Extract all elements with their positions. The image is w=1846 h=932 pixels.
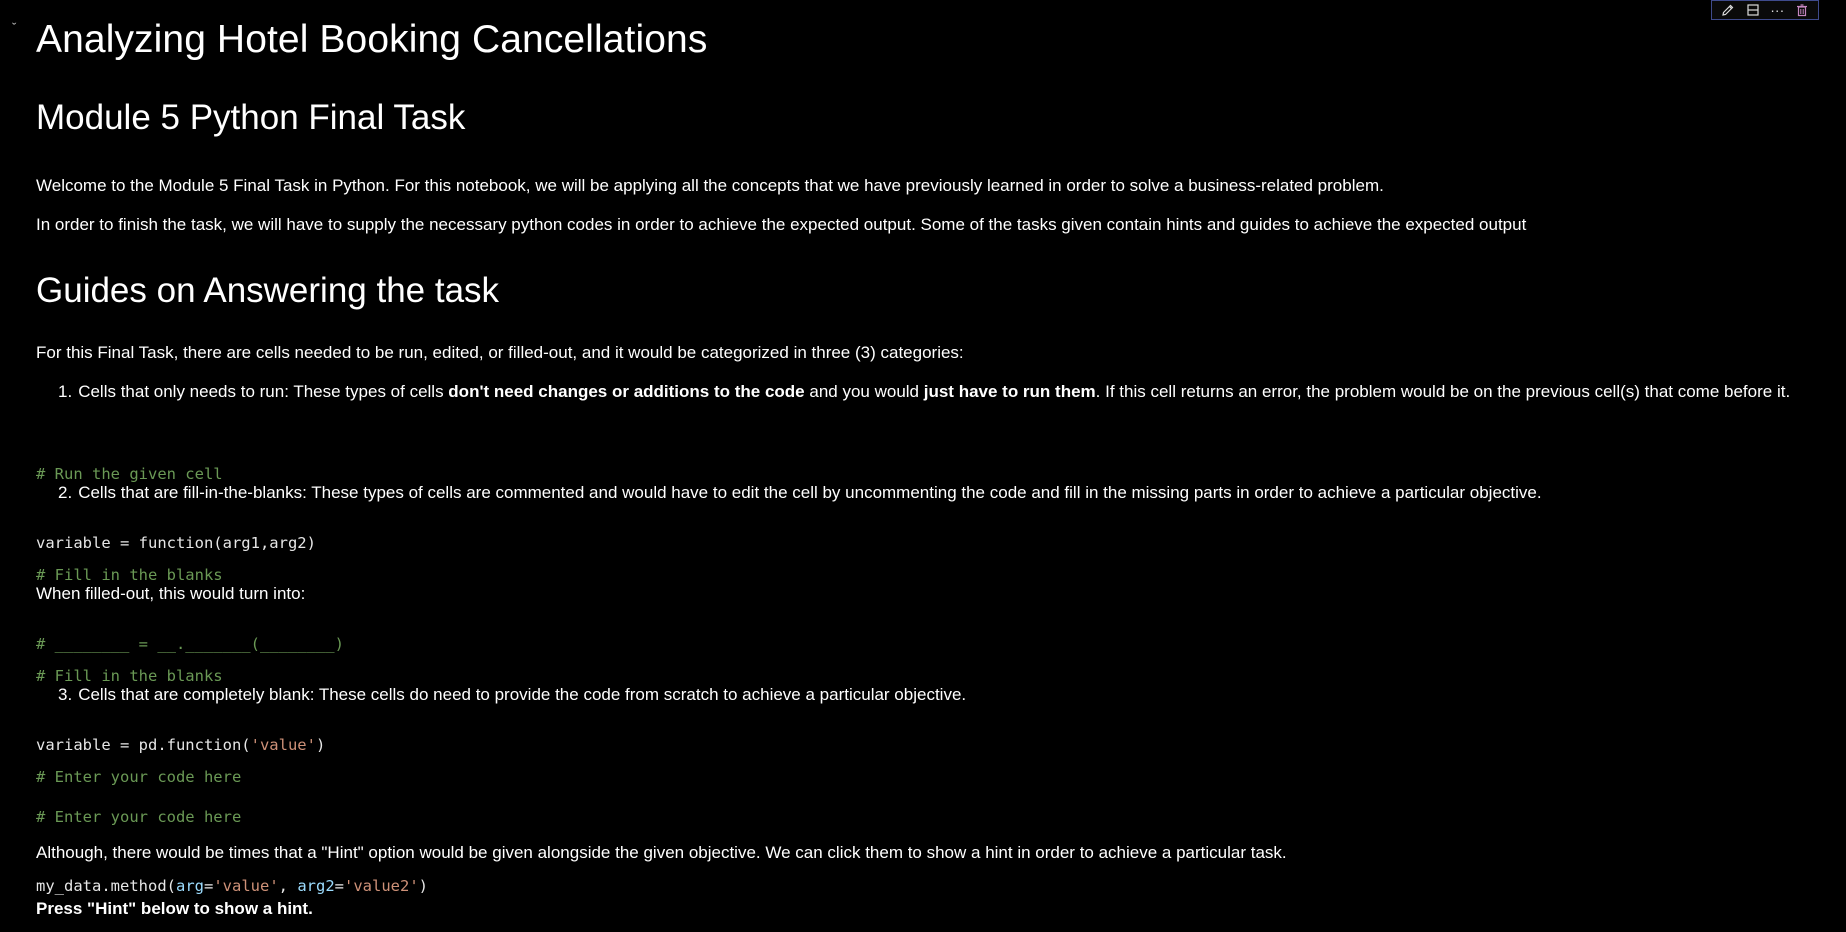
list-item-3 — [58, 685, 966, 705]
code-param: arg2 — [297, 877, 335, 895]
more-icon[interactable] — [1767, 1, 1787, 19]
code-eq: = — [334, 877, 344, 895]
list-item-1 — [58, 382, 1790, 402]
list-text-post: . If this cell returns an error, the problem would be on the previous cell(s) that come before it. — [1095, 382, 1791, 401]
code-param: arg — [175, 877, 204, 895]
code-comment: # Fill in the blanks — [36, 667, 223, 685]
more-label: ··· — [1770, 2, 1785, 18]
code-comment: # Run the given cell — [36, 465, 223, 483]
intro-paragraph-1: Welcome to the Module 5 Final Task in Python. For this notebook, we will be applying all the concepts that we have previously learned in order to solve a business-related problem. — [36, 176, 1384, 195]
page-title: Analyzing Hotel Booking Cancellations — [36, 18, 708, 61]
code-string: 'value2' — [344, 877, 419, 895]
list-text: Cells that are completely blank: These cells do need to provide the code from scratch to achieve a particular objective. — [78, 685, 967, 704]
section-title-guides: Guides on Answering the task — [36, 271, 500, 310]
guides-intro: For this Final Task, there are cells needed to be run, edited, or filled-out, and it would be categorized in three (3) categories: — [36, 343, 964, 362]
hint-paragraph: Although, there would be times that a "Hint" option would be given alongside the given objective. We can click them to show a hint in order to achieve a particular task. — [36, 843, 1287, 862]
list-text: Cells that are fill-in-the-blanks: These types of cells are commented and would have to edit the cell by uncommenting the code and fill in the missing parts in order to achieve a particular objective. — [78, 483, 1542, 502]
pencil-icon[interactable] — [1718, 1, 1738, 19]
list-number: 2. — [58, 483, 73, 502]
section-title-module: Module 5 Python Final Task — [36, 98, 466, 137]
code-call: variable = pd.function( — [36, 736, 251, 754]
list-bold-2: just have to run them — [923, 382, 1096, 401]
filled-out-text: When filled-out, this would turn into: — [36, 584, 306, 603]
list-number: 3. — [58, 685, 73, 704]
code-eq: = — [203, 877, 214, 895]
intro-paragraph-2: In order to finish the task, we will have to supply the necessary python codes in order to achieve the expected output. Some of the tasks given contain hints and guides to achieve the expected output — [36, 215, 1527, 234]
split-cell-icon[interactable] — [1743, 1, 1763, 19]
code-line: variable = function(arg1,arg2) — [36, 534, 316, 552]
list-text-pre: Cells that only needs to run: These types of cells — [78, 382, 449, 401]
code-close: ) — [315, 736, 326, 754]
code-comment: # Fill in the blanks — [36, 566, 223, 584]
code-sep: , — [278, 877, 298, 895]
code-string: 'value' — [213, 877, 279, 895]
trash-icon[interactable] — [1792, 1, 1812, 19]
code-comment: # Enter your code here — [36, 768, 242, 786]
list-text-mid: and you would — [804, 382, 924, 401]
list-item-2 — [58, 483, 1542, 503]
press-hint-text: Press "Hint" below to show a hint. — [36, 899, 313, 918]
code-call: my_data.method( — [36, 877, 176, 895]
list-number: 1. — [58, 382, 73, 401]
list-bold-1: don't need changes or additions to the code — [448, 382, 805, 401]
chevron-down-icon[interactable]: ˇ — [12, 20, 17, 35]
cell-toolbar — [1711, 0, 1819, 20]
code-line — [36, 875, 428, 898]
code-string: 'value' — [250, 736, 316, 754]
code-comment: # Enter your code here — [36, 808, 242, 826]
code-close: ) — [418, 877, 428, 895]
code-blank-line: # ________ = __._______(________) — [36, 635, 344, 653]
